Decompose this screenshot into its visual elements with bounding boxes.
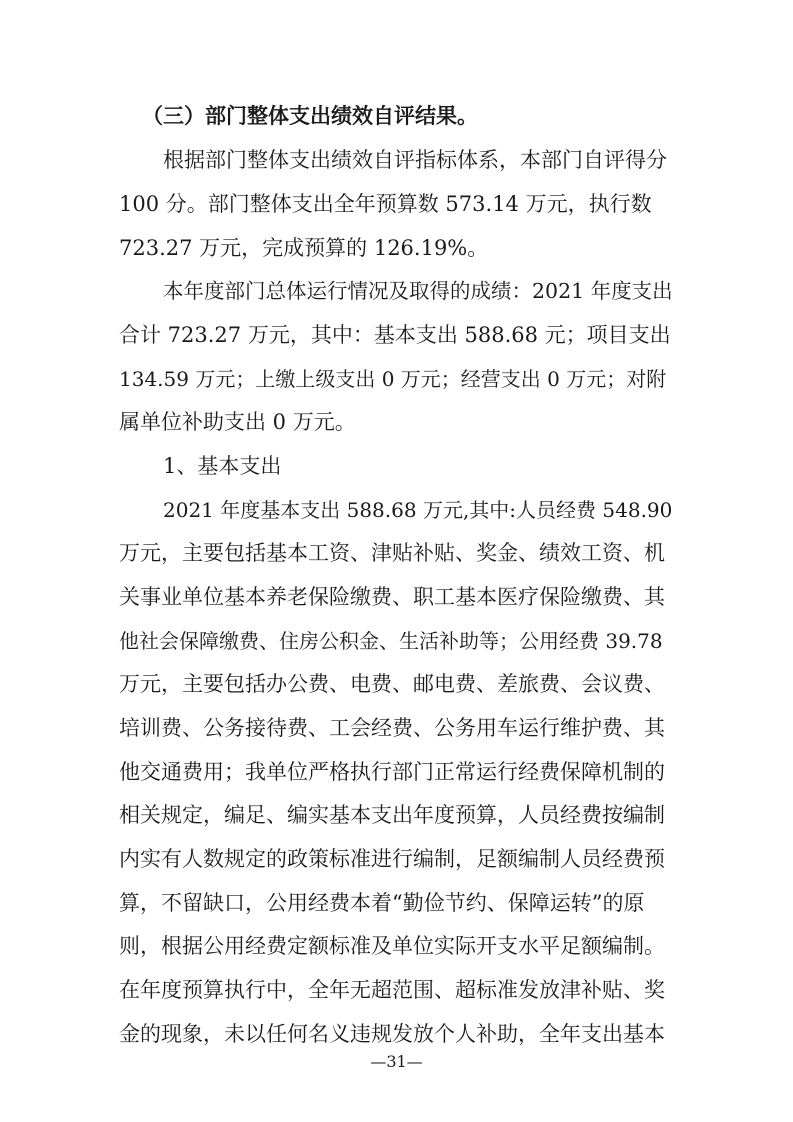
paragraph-2-line-3: 134.59 万元；上缴上级支出 0 万元；经营支出 0 万元；对附 <box>119 367 667 391</box>
paragraph-1-line-3: 723.27 万元，完成预算的 126.19%。 <box>119 236 489 260</box>
paragraph-3-line-2: 万元，主要包括基本工资、津贴补贴、奖金、绩效工资、机 <box>119 541 665 565</box>
paragraph-2-line-4: 属单位补助支出 0 万元。 <box>119 410 356 434</box>
paragraph-2-line-1: 本年度部门总体运行情况及取得的成绩：2021 年度支出 <box>163 279 673 303</box>
paragraph-3-line-12: 在年度预算执行中，全年无超范围、超标准发放津补贴、奖 <box>119 978 665 1002</box>
subheading-basic-expenditure: 1、基本支出 <box>163 454 282 478</box>
section-heading: （三）部门整体支出绩效自评结果。 <box>142 103 478 128</box>
paragraph-3-line-8: 相关规定，编足、编实基本支出年度预算，人员经费按编制 <box>119 803 665 827</box>
paragraph-2-line-2: 合计 723.27 万元，其中：基本支出 588.68 元；项目支出 <box>119 323 671 347</box>
paragraph-3-line-10: 算，不留缺口，公用经费本着“勤俭节约、保障运转”的原 <box>119 891 645 915</box>
paragraph-3-line-9: 内实有人数规定的政策标准进行编制，足额编制人员经费预 <box>119 847 665 871</box>
paragraph-3-line-6: 培训费、公务接待费、工会经费、公务用车运行维护费、其 <box>119 716 665 740</box>
paragraph-1-line-1: 根据部门整体支出绩效自评指标体系，本部门自评得分 <box>163 148 667 172</box>
paragraph-3-line-4: 他社会保障缴费、住房公积金、生活补助等；公用经费 39.78 <box>119 629 663 653</box>
paragraph-3-line-3: 关事业单位基本养老保险缴费、职工基本医疗保险缴费、其 <box>119 585 665 609</box>
paragraph-3-line-11: 则，根据公用经费定额标准及单位实际开支水平足额编制。 <box>119 934 665 958</box>
page-number: —31— <box>370 1052 423 1071</box>
paragraph-1-line-2: 100 分。部门整体支出全年预算数 573.14 万元，执行数 <box>119 192 652 216</box>
paragraph-3-line-5: 万元，主要包括办公费、电费、邮电费、差旅费、会议费、 <box>119 672 665 696</box>
paragraph-3-line-7: 他交通费用；我单位严格执行部门正常运行经费保障机制的 <box>119 760 665 784</box>
paragraph-3-line-1: 2021 年度基本支出 588.68 万元,其中:人员经费 548.90 <box>163 498 673 522</box>
paragraph-3-line-13: 金的现象，未以任何名义违规发放个人补助，全年支出基本 <box>119 1022 665 1046</box>
